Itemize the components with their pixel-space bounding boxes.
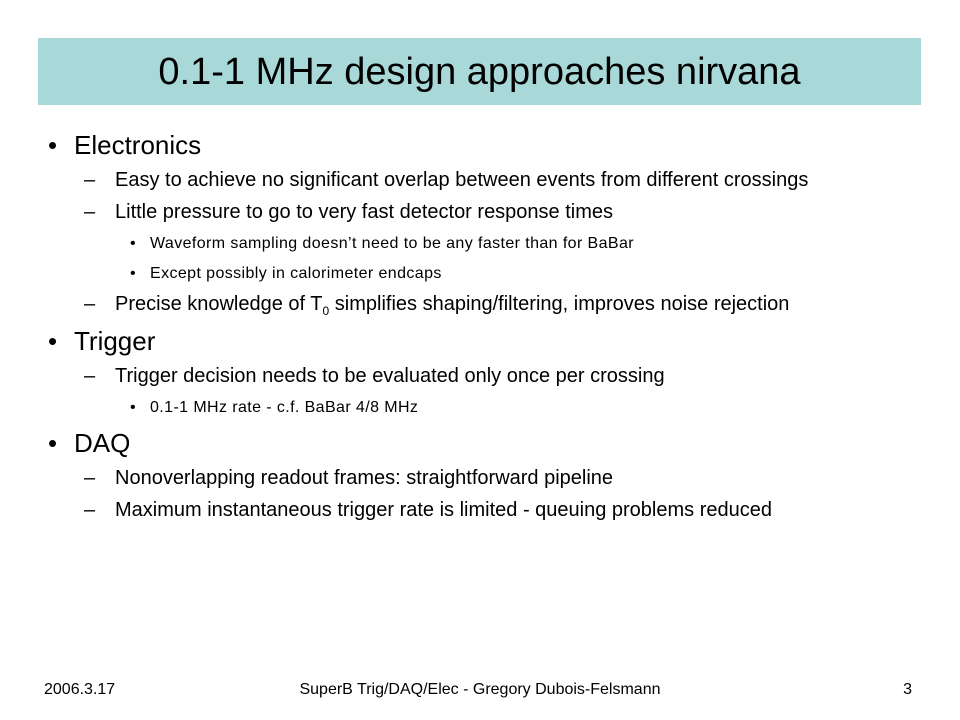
bullet-icon: •	[130, 399, 137, 416]
slide-body	[44, 126, 924, 522]
list-item-text: Little pressure to go to very fast detector response times	[115, 201, 614, 223]
list-item	[44, 293, 885, 316]
sub-list-item	[44, 264, 924, 284]
list-item-text: Easy to achieve no significant overlap between events from different crossings	[115, 169, 809, 191]
list-item	[44, 365, 885, 388]
footer-date: 2006.3.17	[44, 681, 116, 698]
section-heading-electronics	[44, 130, 924, 160]
sub-list-item	[44, 398, 924, 418]
list-item-text: Maximum instantaneous trigger rate is limited - queuing problems reduced	[115, 499, 772, 521]
section-heading-trigger	[44, 326, 924, 356]
list-item-text: Nonoverlapping readout frames: straightforward pipeline	[115, 467, 614, 489]
dash-icon: –	[84, 169, 96, 191]
dash-icon: –	[84, 201, 96, 223]
dash-icon: –	[84, 293, 96, 315]
sub-list-item	[44, 234, 924, 254]
t0-subscript: 0	[322, 304, 330, 318]
sub-list-item-text: Waveform sampling doesn’t need to be any faster than for BaBar	[150, 235, 635, 252]
footer-presenter: SuperB Trig/DAQ/Elec - Gregory Dubois-Felsmann	[299, 681, 661, 698]
slide-title: 0.1-1 MHz design approaches nirvana	[158, 50, 801, 93]
list-item	[44, 467, 885, 490]
bullet-icon: •	[48, 130, 58, 160]
bullet-icon: •	[130, 265, 137, 282]
dash-icon: –	[84, 499, 96, 521]
list-item-text-post: simplifies shaping/filtering, improves noise rejection	[329, 293, 790, 315]
section-heading-label: Trigger	[74, 326, 156, 356]
list-item	[44, 499, 885, 522]
bullet-icon: •	[48, 326, 58, 356]
section-heading-label: DAQ	[74, 428, 131, 458]
bullet-icon: •	[130, 235, 137, 252]
list-item	[44, 169, 885, 192]
list-item	[44, 201, 885, 224]
list-item-text: Trigger decision needs to be evaluated only once per crossing	[115, 365, 665, 387]
sub-list-item-text: 0.1-1 MHz rate - c.f. BaBar 4/8 MHz	[150, 399, 419, 416]
section-heading-daq	[44, 428, 924, 458]
footer-page-number: 3	[903, 681, 912, 698]
section-heading-label: Electronics	[74, 130, 202, 160]
dash-icon: –	[84, 365, 96, 387]
bullet-icon: •	[48, 428, 58, 458]
dash-icon: –	[84, 467, 96, 489]
sub-list-item-text: Except possibly in calorimeter endcaps	[150, 265, 442, 282]
title-bar	[38, 38, 921, 105]
list-item-text-pre: Precise knowledge of T	[115, 293, 323, 315]
